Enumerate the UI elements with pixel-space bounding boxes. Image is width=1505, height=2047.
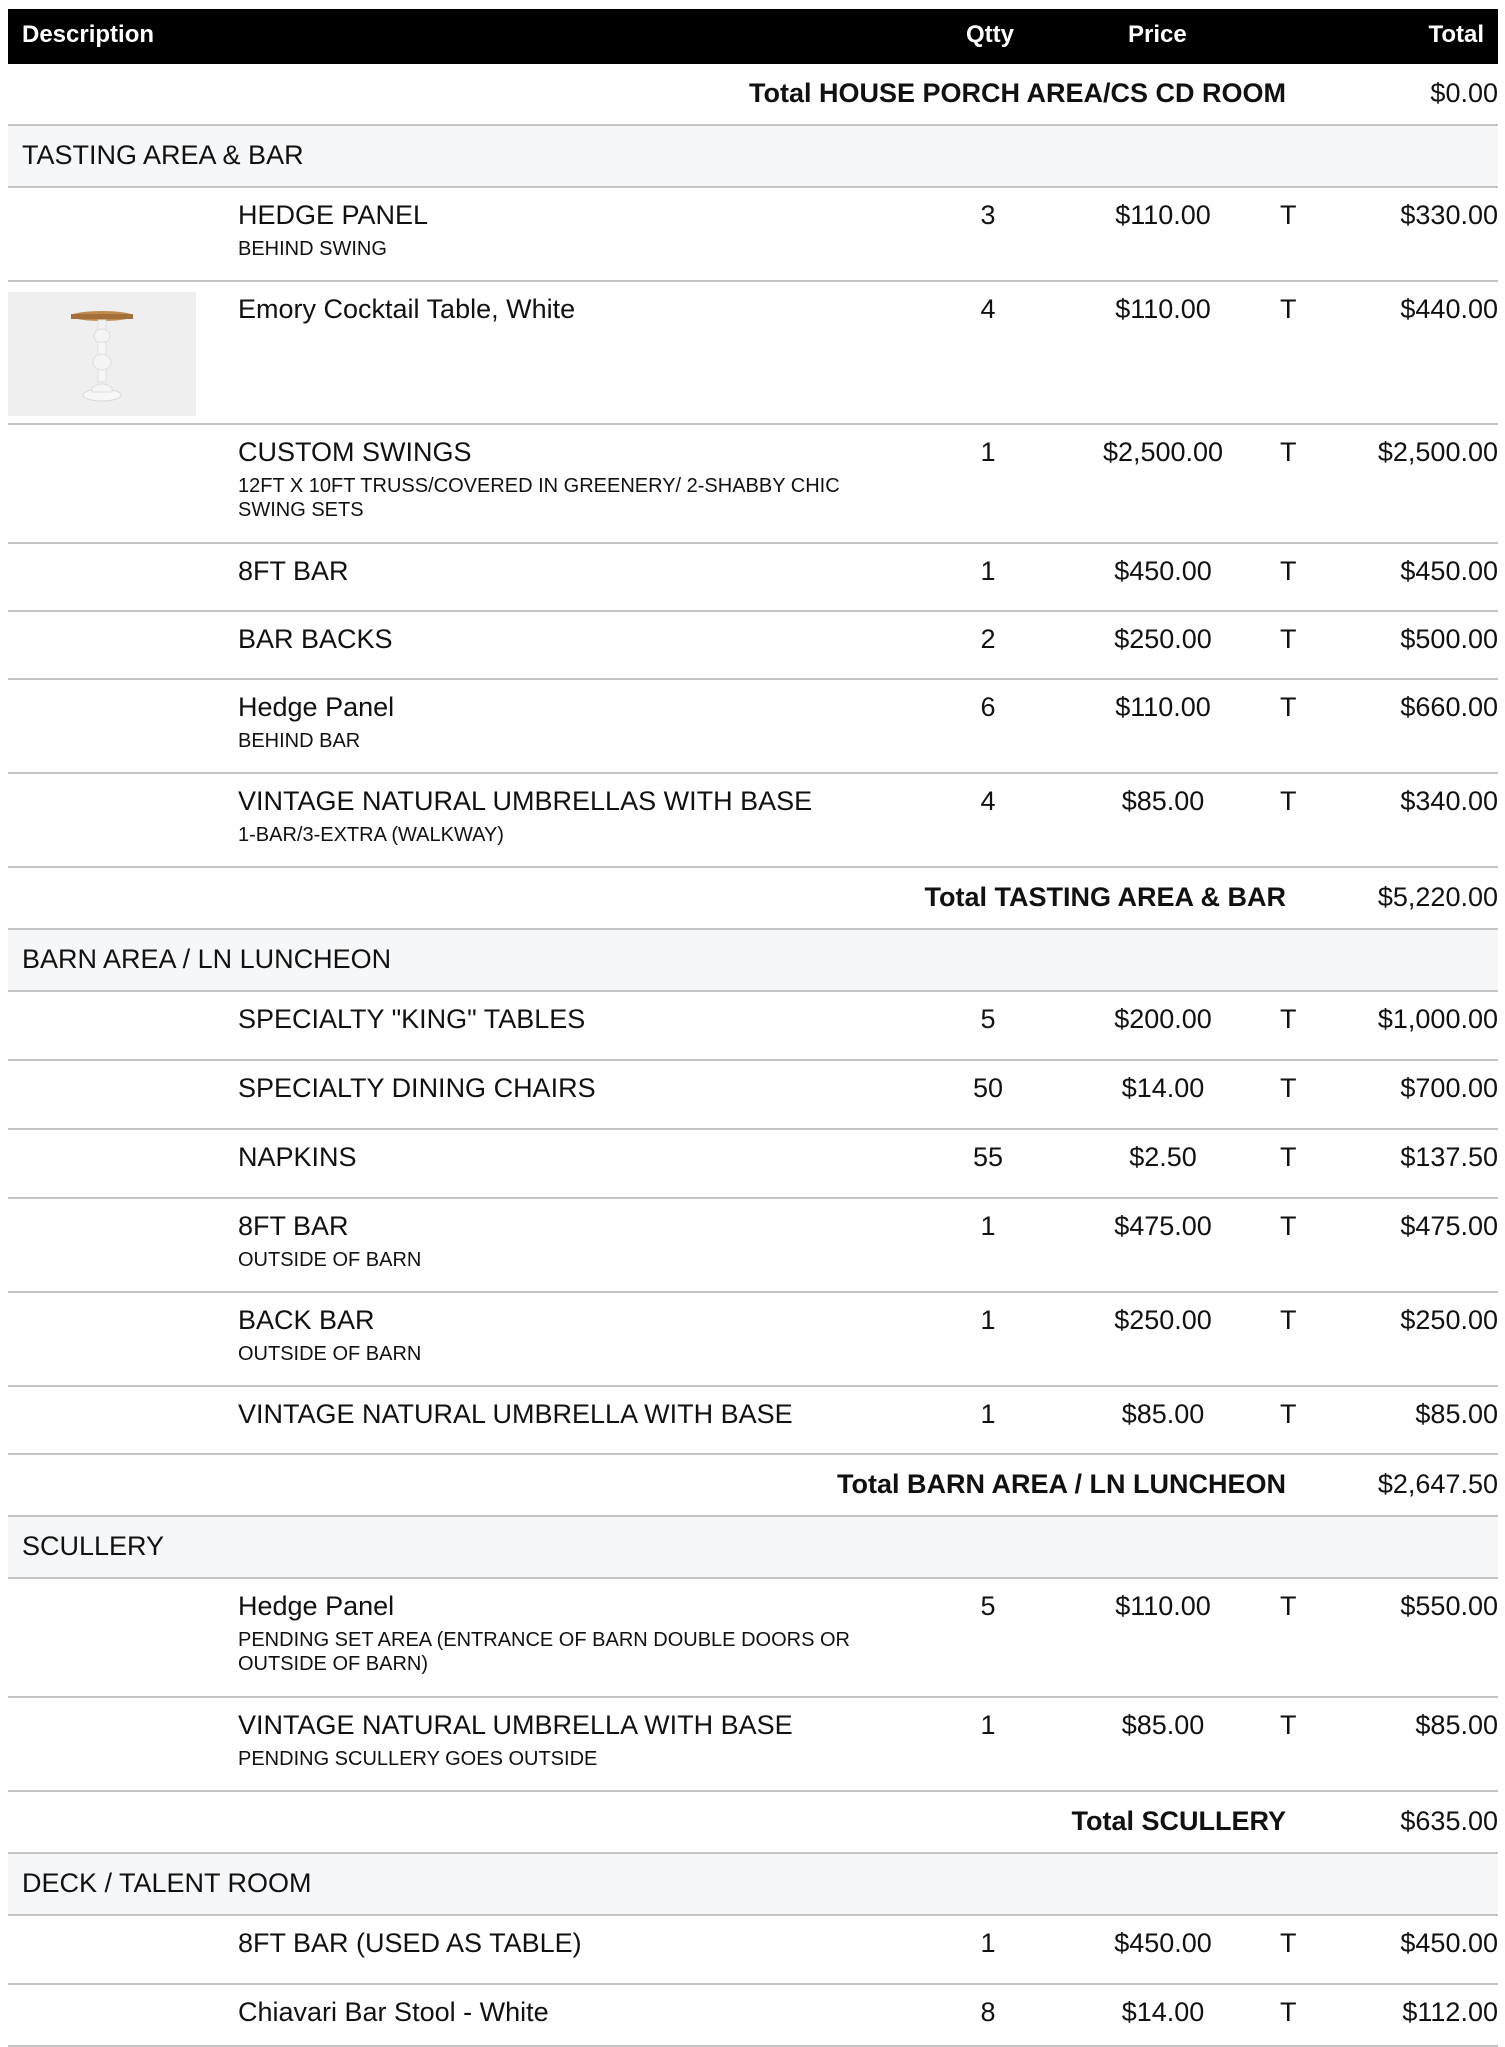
item-name: BAR BACKS	[238, 624, 393, 654]
item-price: $475.00	[1114, 1211, 1212, 1241]
item-note: PENDING SET AREA (ENTRANCE OF BARN DOUBLE DOORS OR OUTSIDE OF BARN)	[238, 1629, 850, 1675]
table-row	[8, 680, 1498, 774]
item-price: $85.00	[1121, 1710, 1205, 1740]
section-header	[8, 126, 1498, 188]
item-total: $330.00	[1400, 200, 1498, 230]
section-title: BARN AREA / LN LUNCHEON	[22, 944, 392, 974]
section-total-label: Total HOUSE PORCH AREA/CS CD ROOM	[748, 78, 1286, 108]
item-name: 8FT BAR	[238, 556, 349, 586]
item-total: $137.50	[1400, 1142, 1498, 1172]
item-tax-flag: T	[1280, 1997, 1297, 2027]
item-note: OUTSIDE OF BARN	[238, 1343, 422, 1365]
item-total: $475.00	[1400, 1211, 1498, 1241]
table-row	[8, 1698, 1498, 1792]
table-row	[8, 1579, 1498, 1698]
table-row	[8, 992, 1498, 1061]
section-total-label: Total SCULLERY	[1071, 1806, 1286, 1836]
section-title: DECK / TALENT ROOM	[22, 1868, 312, 1898]
item-price: $85.00	[1121, 786, 1205, 816]
item-tax-flag: T	[1280, 200, 1297, 230]
item-tax-flag: T	[1280, 1305, 1297, 1335]
section-total-amount: $5,220.00	[1377, 882, 1498, 912]
item-name: Hedge Panel	[238, 692, 395, 722]
item-tax-flag: T	[1280, 624, 1297, 654]
item-name: HEDGE PANEL	[238, 200, 429, 230]
item-qty: 50	[972, 1073, 1004, 1103]
item-price: $2.50	[1129, 1142, 1197, 1172]
section-total	[8, 64, 1498, 126]
item-qty: 1	[980, 1928, 996, 1958]
item-name: VINTAGE NATURAL UMBRELLA WITH BASE	[238, 1399, 793, 1429]
item-name: SPECIALTY DINING CHAIRS	[238, 1073, 596, 1103]
item-name: Chiavari Bar Stool - White	[238, 1997, 549, 2027]
item-price: $250.00	[1114, 624, 1212, 654]
section-title: TASTING AREA & BAR	[22, 140, 304, 170]
item-qty: 4	[980, 786, 996, 816]
invoice-document	[8, 9, 1498, 2047]
item-qty: 1	[980, 1710, 996, 1740]
item-tax-flag: T	[1280, 1399, 1297, 1429]
item-qty: 1	[980, 1399, 996, 1429]
item-note: 1-BAR/3-EXTRA (WALKWAY)	[238, 824, 504, 846]
table-row	[8, 188, 1498, 282]
item-price: $450.00	[1114, 1928, 1212, 1958]
header-price: Price	[1128, 21, 1187, 48]
table-row	[8, 1061, 1498, 1130]
item-price: $200.00	[1114, 1004, 1212, 1034]
section-total-amount: $0.00	[1430, 78, 1498, 108]
item-qty: 1	[980, 1305, 996, 1335]
item-thumbnail	[8, 292, 196, 416]
table-row	[8, 425, 1498, 544]
item-qty: 5	[980, 1591, 996, 1621]
item-name: 8FT BAR (USED AS TABLE)	[238, 1928, 582, 1958]
item-tax-flag: T	[1280, 294, 1297, 324]
item-name: CUSTOM SWINGS	[238, 437, 472, 467]
item-name: SPECIALTY "KING" TABLES	[238, 1004, 586, 1034]
cocktail-table-icon	[8, 292, 196, 416]
item-total: $2,500.00	[1377, 437, 1498, 467]
item-total: $340.00	[1400, 786, 1498, 816]
header-qty: Qtty	[966, 21, 1014, 48]
item-tax-flag: T	[1280, 1710, 1297, 1740]
item-total: $450.00	[1400, 1928, 1498, 1958]
item-price: $110.00	[1115, 294, 1211, 324]
item-tax-flag: T	[1280, 1211, 1297, 1241]
item-qty: 1	[980, 556, 996, 586]
section-total-amount: $635.00	[1400, 1806, 1498, 1836]
section-total-label: Total TASTING AREA & BAR	[924, 882, 1286, 912]
table-row	[8, 1199, 1498, 1293]
item-price: $110.00	[1115, 1591, 1211, 1621]
section-header	[8, 1517, 1498, 1579]
item-price: $85.00	[1121, 1399, 1205, 1429]
item-name: NAPKINS	[238, 1142, 357, 1172]
section-total	[8, 1792, 1498, 1854]
table-row	[8, 282, 1498, 425]
table-row	[8, 1293, 1498, 1387]
item-total: $500.00	[1400, 624, 1498, 654]
item-total: $700.00	[1400, 1073, 1498, 1103]
table-row	[8, 1985, 1498, 2047]
item-qty: 1	[980, 1211, 996, 1241]
item-name: Hedge Panel	[238, 1591, 395, 1621]
item-tax-flag: T	[1280, 1142, 1297, 1172]
item-name: 8FT BAR	[238, 1211, 349, 1241]
section-total-amount: $2,647.50	[1377, 1469, 1498, 1499]
section-title: SCULLERY	[22, 1531, 165, 1561]
item-price: $110.00	[1115, 692, 1211, 722]
item-qty: 4	[980, 294, 996, 324]
item-total: $250.00	[1400, 1305, 1498, 1335]
item-qty: 6	[980, 692, 996, 722]
item-name: VINTAGE NATURAL UMBRELLAS WITH BASE	[238, 786, 813, 816]
item-total: $450.00	[1400, 556, 1498, 586]
item-total: $85.00	[1415, 1399, 1498, 1429]
item-total: $550.00	[1400, 1591, 1498, 1621]
item-total: $85.00	[1415, 1710, 1498, 1740]
item-tax-flag: T	[1280, 1004, 1297, 1034]
header-total: Total	[1428, 21, 1484, 48]
item-name: VINTAGE NATURAL UMBRELLA WITH BASE	[238, 1710, 793, 1740]
item-qty: 2	[980, 624, 996, 654]
section-header	[8, 1854, 1498, 1916]
item-name: BACK BAR	[238, 1305, 375, 1335]
table-row	[8, 774, 1498, 868]
header-description: Description	[22, 21, 155, 48]
section-total	[8, 868, 1498, 930]
section-total	[8, 1455, 1498, 1517]
item-tax-flag: T	[1280, 1073, 1297, 1103]
item-price: $250.00	[1114, 1305, 1212, 1335]
item-tax-flag: T	[1280, 1591, 1297, 1621]
table-row	[8, 1387, 1498, 1455]
item-tax-flag: T	[1280, 692, 1297, 722]
table-row	[8, 544, 1498, 612]
item-total: $1,000.00	[1377, 1004, 1498, 1034]
item-total: $112.00	[1402, 1997, 1498, 2027]
item-qty: 8	[980, 1997, 996, 2027]
item-note: BEHIND SWING	[238, 238, 387, 260]
section-header	[8, 930, 1498, 992]
table-row	[8, 1130, 1498, 1199]
item-qty: 3	[980, 200, 996, 230]
item-name: Emory Cocktail Table, White	[238, 294, 576, 324]
item-price: $14.00	[1121, 1073, 1205, 1103]
item-tax-flag: T	[1280, 556, 1297, 586]
item-price: $110.00	[1115, 200, 1211, 230]
item-qty: 1	[980, 437, 996, 467]
item-price: $14.00	[1121, 1997, 1205, 2027]
table-row	[8, 1916, 1498, 1985]
table-header	[8, 9, 1498, 64]
item-total: $440.00	[1400, 294, 1498, 324]
item-qty: 55	[972, 1142, 1004, 1172]
table-row	[8, 612, 1498, 680]
item-note: 12FT X 10FT TRUSS/COVERED IN GREENERY/ 2-SHABBY CHIC SWING SETS	[238, 475, 840, 521]
item-qty: 5	[980, 1004, 996, 1034]
item-note: BEHIND BAR	[238, 730, 361, 752]
item-tax-flag: T	[1280, 1928, 1297, 1958]
item-tax-flag: T	[1280, 437, 1297, 467]
item-note: PENDING SCULLERY GOES OUTSIDE	[238, 1748, 598, 1770]
item-tax-flag: T	[1280, 786, 1297, 816]
item-price: $2,500.00	[1102, 437, 1224, 467]
item-total: $660.00	[1400, 692, 1498, 722]
line-items	[8, 64, 1498, 2047]
item-price: $450.00	[1114, 556, 1212, 586]
section-total-label: Total BARN AREA / LN LUNCHEON	[837, 1469, 1286, 1499]
item-note: OUTSIDE OF BARN	[238, 1249, 422, 1271]
